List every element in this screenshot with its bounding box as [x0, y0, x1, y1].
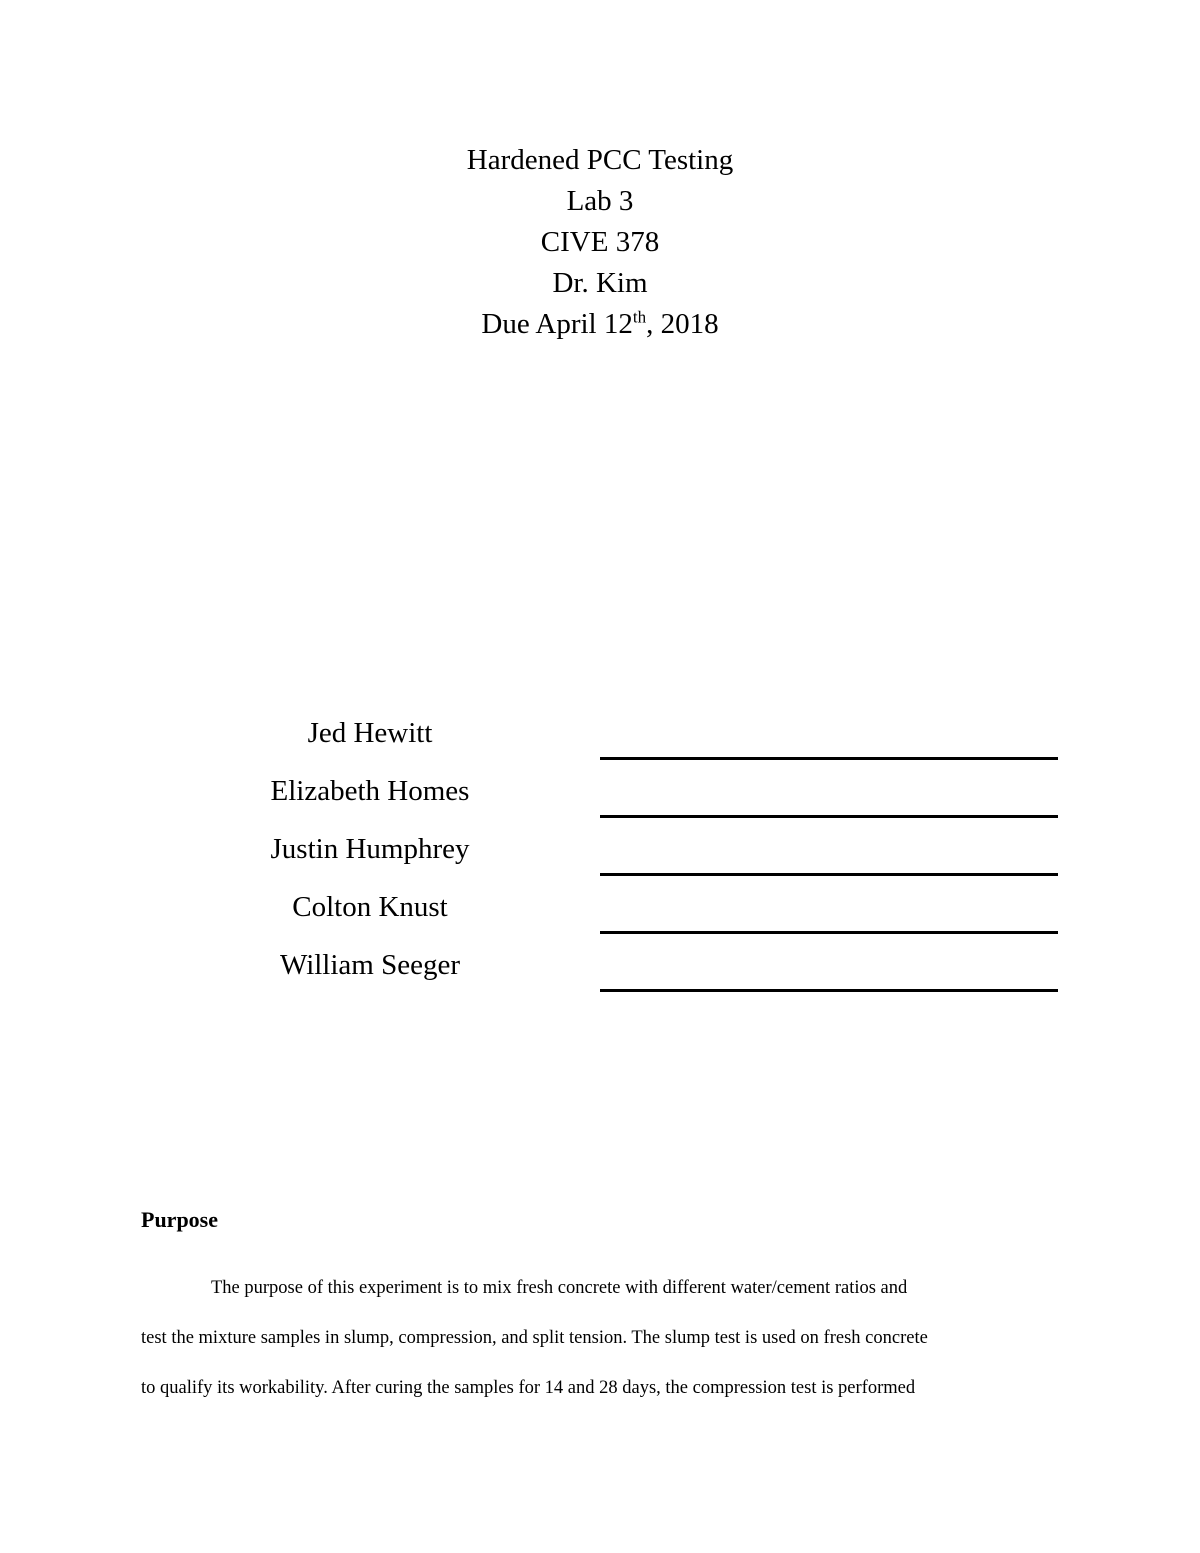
due-date-ordinal: th — [632, 307, 647, 327]
title-block — [0, 140, 1200, 345]
member-row — [0, 943, 1200, 1001]
member-name: William Seeger — [279, 949, 461, 981]
signature-line — [600, 815, 1058, 818]
member-signature-list — [0, 711, 1200, 1001]
paragraph-line: test the mixture samples in slump, compression, and split tension. The slump test is used on fresh concrete — [141, 1328, 928, 1348]
lab-number: Lab 3 — [566, 185, 634, 217]
signature-line — [600, 873, 1058, 876]
document-title: Hardened PCC Testing — [466, 144, 734, 176]
member-name: Jed Hewitt — [307, 717, 433, 749]
paragraph-line: to qualify its workability. After curing the samples for 14 and 28 days, the compression test is performed — [141, 1378, 916, 1398]
instructor-name: Dr. Kim — [552, 267, 648, 299]
due-date — [0, 304, 1200, 345]
member-name: Colton Knust — [292, 891, 448, 923]
purpose-paragraph — [141, 1263, 1061, 1413]
member-name: Justin Humphrey — [270, 833, 470, 865]
member-row — [0, 885, 1200, 943]
member-row — [0, 827, 1200, 885]
member-row — [0, 711, 1200, 769]
member-row — [0, 769, 1200, 827]
purpose-heading: Purpose — [141, 1207, 218, 1232]
paragraph-line: The purpose of this experiment is to mix fresh concrete with different water/cement ratios and — [211, 1278, 908, 1298]
signature-line — [600, 757, 1058, 760]
due-date-year: , 2018 — [646, 308, 719, 340]
signature-line — [600, 931, 1058, 934]
member-name: Elizabeth Homes — [270, 775, 470, 807]
signature-line — [600, 989, 1058, 992]
course-code: CIVE 378 — [540, 226, 660, 258]
due-date-prefix: Due April 12 — [481, 308, 633, 340]
